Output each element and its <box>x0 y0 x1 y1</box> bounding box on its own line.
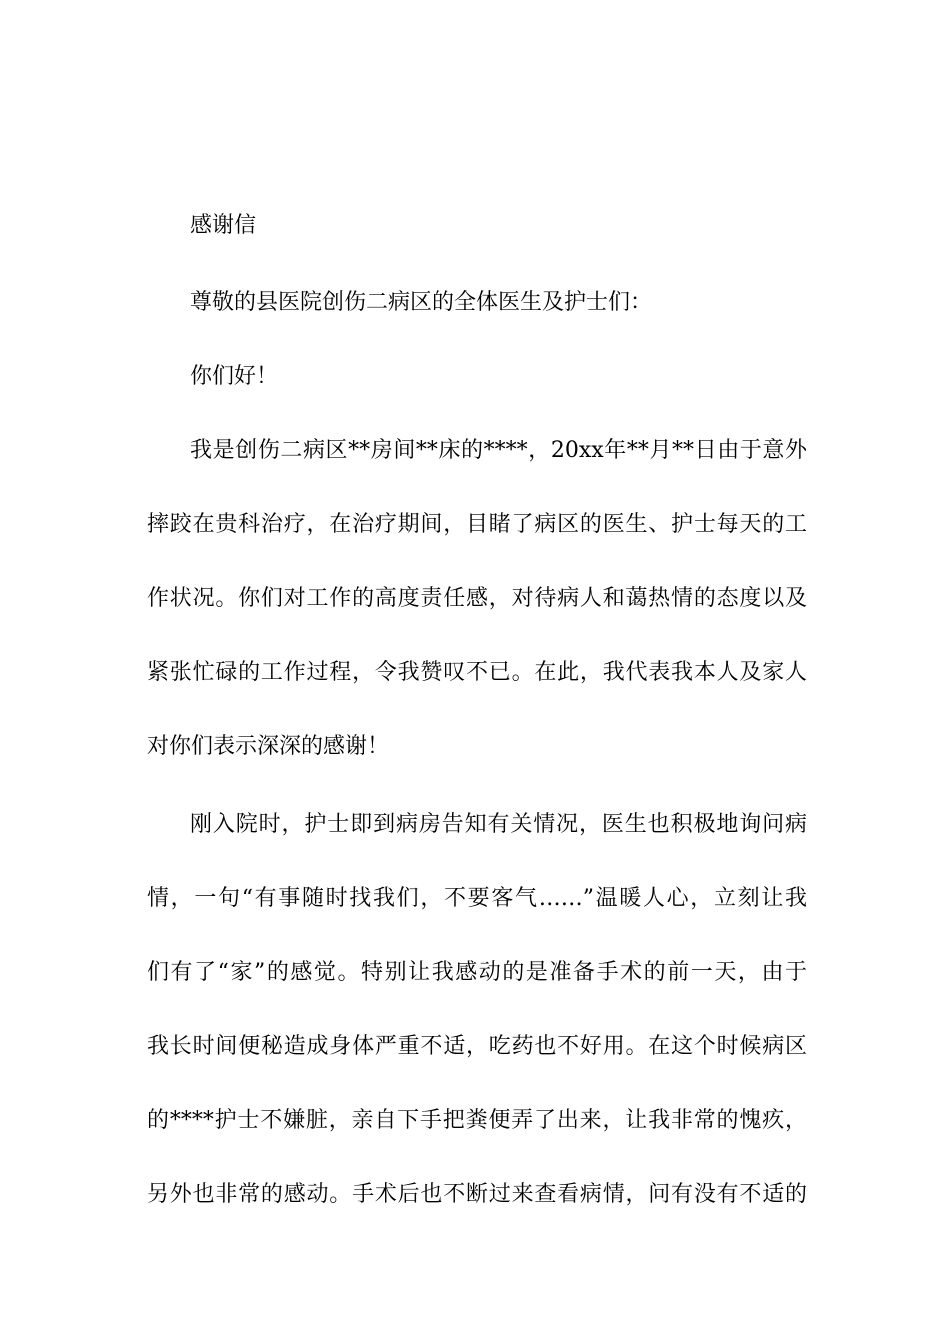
paragraph2-line: 我长时间便秘造成身体严重不适，吃药也不好用。在这个时候病区 <box>147 1034 807 1059</box>
paragraph1-line: 我是创伤二病区**房间**床的****，20xx年**月**日由于意外 <box>190 438 807 463</box>
paragraph2-line: 刚入院时，护士即到病房告知有关情况，医生也积极地询问病 <box>190 812 807 837</box>
paragraph2-line: 另外也非常的感动。手术后也不断过来查看病情，问有没有不适的 <box>147 1182 807 1207</box>
paragraph1-line: 作状况。你们对工作的高度责任感，对待病人和蔼热情的态度以及 <box>147 586 807 611</box>
letter-salutation: 尊敬的县医院创伤二病区的全体医生及护士们： <box>190 290 653 315</box>
letter-greeting: 你们好！ <box>190 364 279 389</box>
paragraph1-line: 紧张忙碌的工作过程，令我赞叹不已。在此，我代表我本人及家人 <box>147 660 807 685</box>
paragraph2-line: 们有了“家”的感觉。特别让我感动的是准备手术的前一天，由于 <box>147 960 807 985</box>
letter-title: 感谢信 <box>190 213 257 238</box>
paragraph1-line: 对你们表示深深的感谢！ <box>147 734 390 759</box>
paragraph2-line: 的****护士不嫌脏，亲自下手把粪便弄了出来，让我非常的愧疚， <box>147 1108 807 1133</box>
paragraph2-line: 情，一句“有事随时找我们，不要客气……”温暖人心，立刻让我 <box>147 886 807 911</box>
paragraph1-line: 摔跤在贵科治疗，在治疗期间，目睹了病区的医生、护士每天的工 <box>147 512 807 537</box>
